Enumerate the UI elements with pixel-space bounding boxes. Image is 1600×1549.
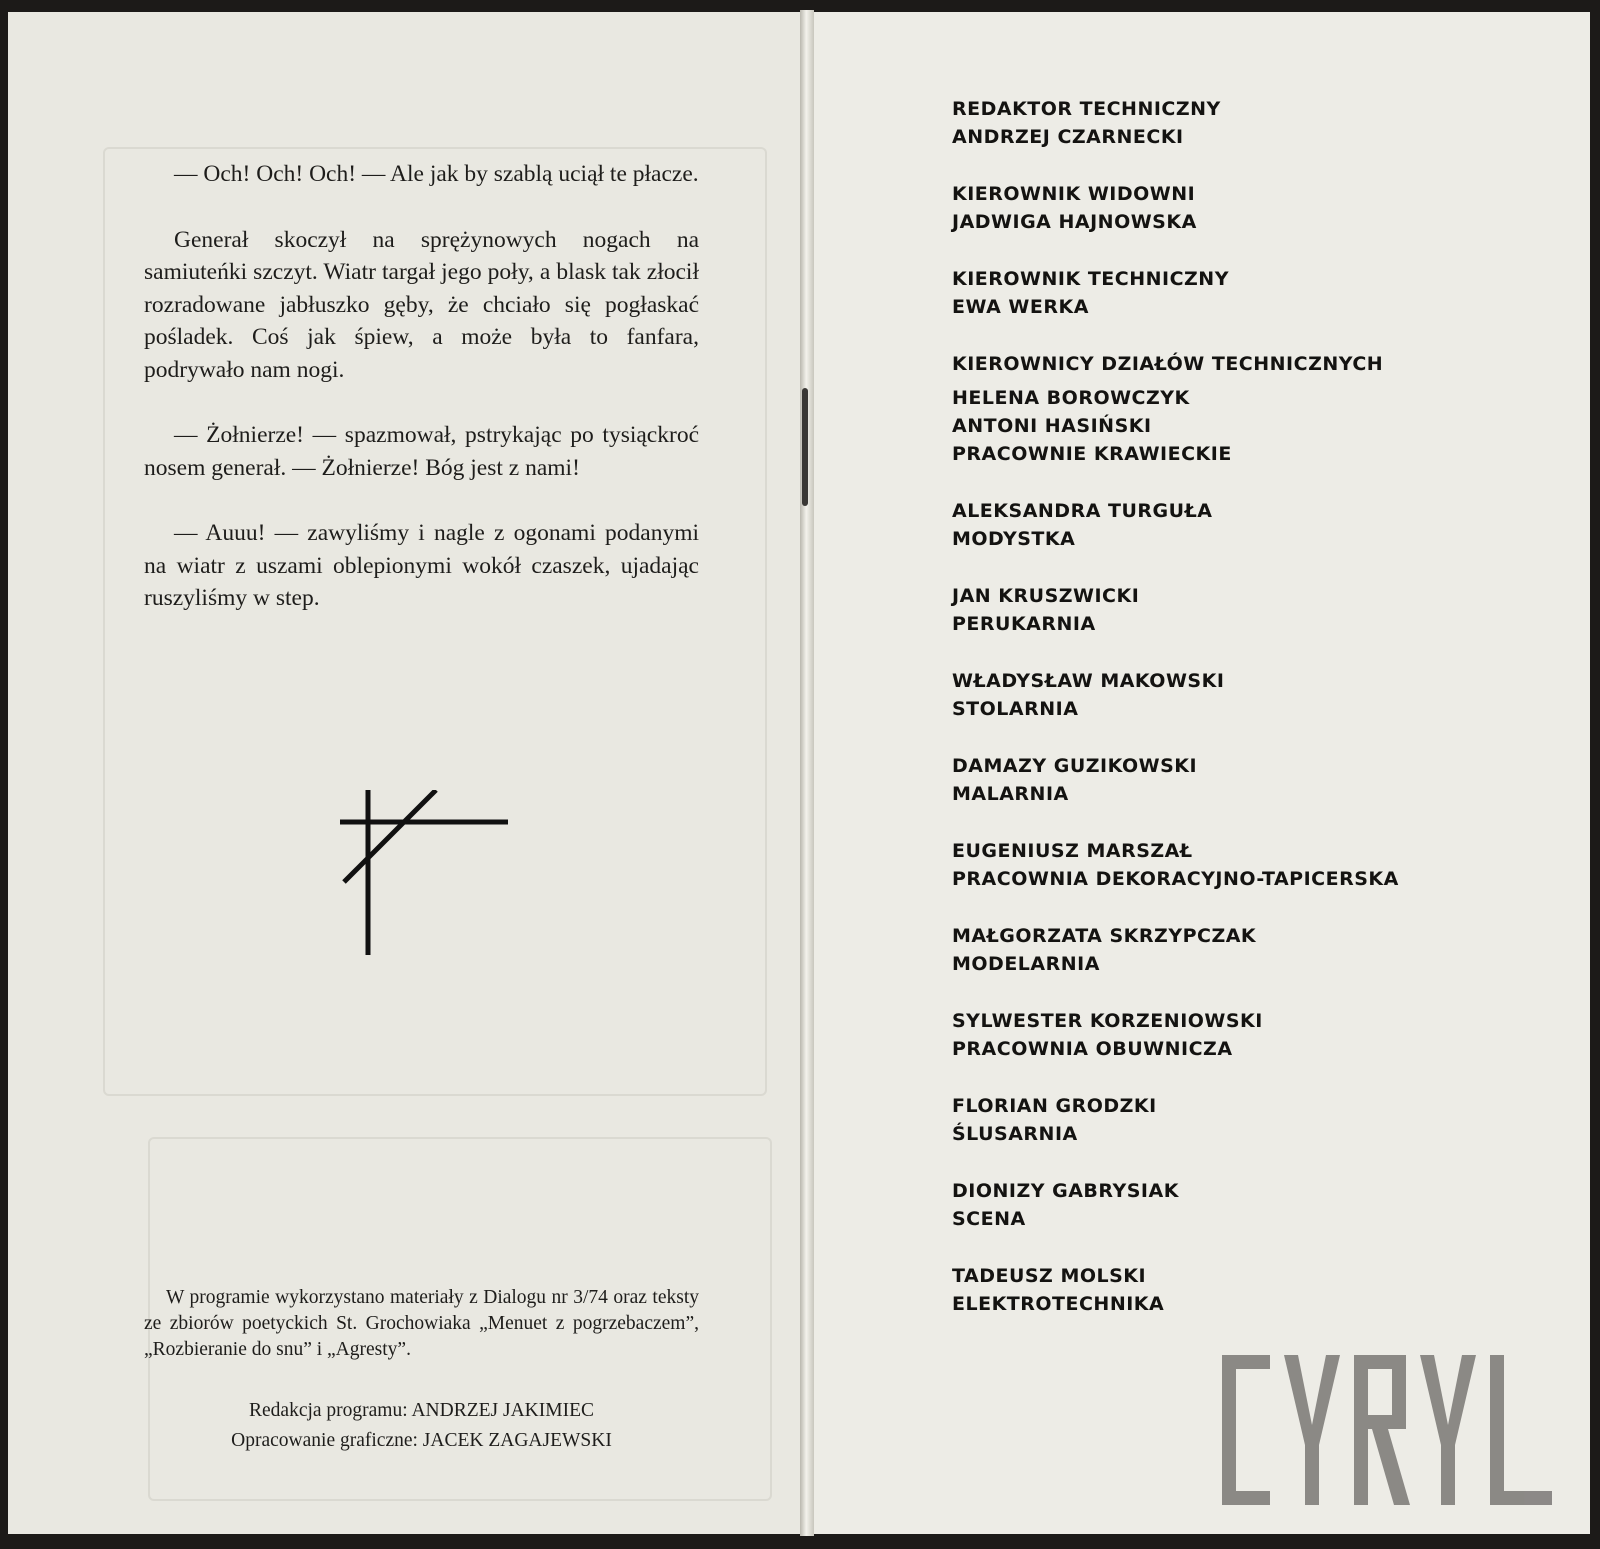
staff-entry <box>952 95 1512 151</box>
staff-line: SCENA <box>952 1208 1026 1230</box>
staff-entry <box>952 1262 1512 1318</box>
staff-line: ELEKTROTECHNIKA <box>952 1293 1165 1315</box>
staff-entry <box>952 1007 1512 1063</box>
sources-note-text: W programie wykorzystano materiały z Dialogu nr 3/74 oraz teksty ze zbiorów poetyckich St. Grochowiaka „Menuet z pogrzebaczem”, „Rozbieranie do snu” i „Agresty”. <box>144 1287 699 1360</box>
staff-line: ANDRZEJ CZARNECKI <box>952 126 1184 148</box>
staff-line: EWA WERKA <box>952 296 1089 318</box>
program-credits <box>144 1396 699 1456</box>
staff-entry <box>952 350 1512 468</box>
staff-line: TADEUSZ MOLSKI <box>952 1265 1147 1287</box>
staff-entry <box>952 265 1512 321</box>
staff-entry <box>952 922 1512 978</box>
booklet-spine <box>800 10 814 1536</box>
story-text <box>144 158 699 648</box>
paragraph: — Och! Och! Och! — Ale jak by szablą uciął te płacze. <box>174 161 699 187</box>
cyryl-watermark-logo <box>1222 1355 1552 1505</box>
staff-line: KIEROWNICY DZIAŁÓW TECHNICZNYCH <box>952 353 1384 375</box>
staff-line: STOLARNIA <box>952 698 1079 720</box>
staff-line: PRACOWNIA DEKORACYJNO-TAPICERSKA <box>952 868 1399 890</box>
staff-line: ŚLUSARNIA <box>952 1123 1078 1145</box>
staff-entry <box>952 497 1512 553</box>
staff-line: MALARNIA <box>952 783 1069 805</box>
staff-line: FLORIAN GRODZKI <box>952 1095 1157 1117</box>
staff-entry <box>952 1092 1512 1148</box>
staff-line: MODELARNIA <box>952 953 1100 975</box>
staple <box>802 388 808 506</box>
staff-line: MAŁGORZATA SKRZYPCZAK <box>952 925 1257 947</box>
staff-line: KIEROWNIK TECHNICZNY <box>952 268 1229 290</box>
staff-line: ALEKSANDRA TURGUŁA <box>952 500 1213 522</box>
staff-line: PRACOWNIE KRAWIECKIE <box>952 443 1232 465</box>
staff-line: DAMAZY GUZIKOWSKI <box>952 755 1198 777</box>
staff-entry <box>952 667 1512 723</box>
paragraph: — Auuu! — zawyliśmy i nagle z ogonami podanymi na wiatr z uszami oblepionymi wokół czaszek, ujadając ruszyliśmy w step. <box>144 520 699 611</box>
staff-line: SYLWESTER KORZENIOWSKI <box>952 1010 1263 1032</box>
sources-note <box>144 1285 699 1363</box>
cross-ornament-icon <box>340 790 520 970</box>
paragraph: — Żołnierze! — spazmował, pstrykając po tysiąckroć nosem generał. — Żołnierze! Bóg jest z nami! <box>144 422 699 481</box>
staff-entry <box>952 752 1512 808</box>
staff-line: DIONIZY GABRYSIAK <box>952 1180 1179 1202</box>
staff-line: ANTONI HASIŃSKI <box>952 415 1152 437</box>
staff-line: JAN KRUSZWICKI <box>952 585 1140 607</box>
staff-entry <box>952 1177 1512 1233</box>
staff-entry <box>952 837 1512 893</box>
staff-entry <box>952 582 1512 638</box>
staff-line: REDAKTOR TECHNICZNY <box>952 98 1221 120</box>
staff-line: KIEROWNIK WIDOWNI <box>952 183 1196 205</box>
staff-line: EUGENIUSZ MARSZAŁ <box>952 840 1193 862</box>
staff-line: PRACOWNIA OBUWNICZA <box>952 1038 1233 1060</box>
credit-line: Redakcja programu: ANDRZEJ JAKIMIEC <box>249 1400 594 1421</box>
staff-list <box>952 95 1512 1347</box>
paragraph: Generał skoczył na sprężynowych nogach na samiuteńki szczyt. Wiatr targał jego poły, a blask tak złocił rozradowane jabłuszko gęby, że chciało się pogłaskać pośladek. Coś jak śpiew, a może była to fanfara, podrywało nam nogi. <box>144 226 699 383</box>
staff-line: HELENA BOROWCZYK <box>952 387 1190 409</box>
staff-line: JADWIGA HAJNOWSKA <box>952 211 1197 233</box>
staff-line: PERUKARNIA <box>952 613 1096 635</box>
credit-line: Opracowanie graficzne: JACEK ZAGAJEWSKI <box>231 1430 612 1451</box>
staff-line: MODYSTKA <box>952 528 1076 550</box>
staff-line: WŁADYSŁAW MAKOWSKI <box>952 670 1225 692</box>
staff-entry <box>952 180 1512 236</box>
